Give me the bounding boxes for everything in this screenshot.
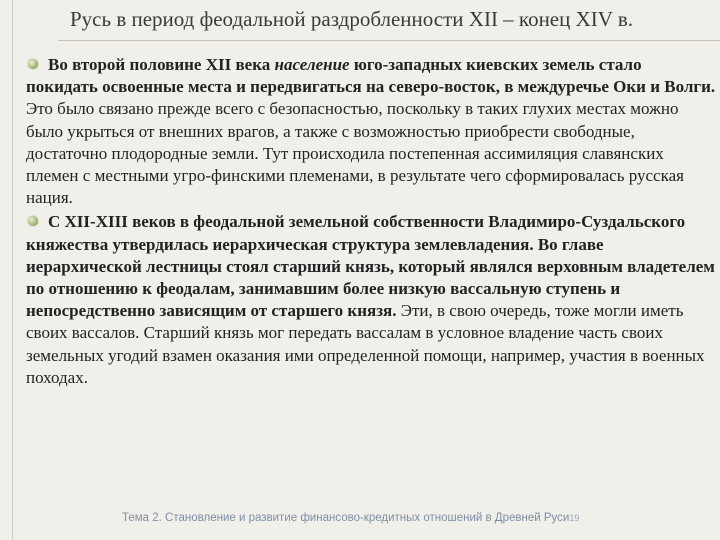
title-underline bbox=[58, 40, 720, 41]
bullet-icon bbox=[28, 59, 38, 69]
slide-footer bbox=[122, 512, 720, 524]
slide-title: Русь в период феодальной раздробленности XII – конец XIV в. bbox=[70, 7, 633, 31]
para2-bold: С XII-XIII веков в феодальной земельной собственности Владимиро-Суздальского княжества утвердилась иерархическая структура землевладения. Во главе иерархической лестницы стоял старший князь, который являлся верховным владетелем по отношению к феодалам, занимавшим более низкую вассальную ступень и непосредственно зависящим от старшего князя. bbox=[26, 212, 715, 321]
para1-bold-end: юго-западных киевских земель стало покидать освоенные места и передвигаться на северо-восток, в междуречье Оки и Волги. bbox=[26, 55, 716, 97]
paragraph-2 bbox=[26, 211, 716, 389]
page-number: 19 bbox=[569, 513, 580, 523]
para1-bold-italic: население bbox=[274, 55, 350, 74]
slide-body bbox=[26, 54, 716, 389]
footer-text: Тема 2. Становление и развитие финансово-кредитных отношений в Древней Руси bbox=[122, 512, 570, 524]
paragraph-1 bbox=[26, 54, 716, 209]
para1-bold-start: Во второй половине XII века bbox=[48, 55, 275, 74]
para1-text: Это было связано прежде всего с безопасностью, поскольку в таких глухих местах можно было укрыться от внешних врагов, а также с возможностью приобрести свободные, достаточно плодородные земли. Тут происходила постепенная ассимиляция славянских племен с местными угро-финскими племенами, в результате чего сформировалась русская нация. bbox=[26, 99, 684, 208]
left-decorative-rule bbox=[12, 0, 13, 540]
para2-text: Эти, в свою очередь, тоже могли иметь своих вассалов. Старший князь мог передать вассалам в условное владение часть своих земельных угодий взамен оказания ими определенной помощи, например, участия в военных походах. bbox=[26, 301, 705, 387]
bullet-icon bbox=[28, 216, 38, 226]
